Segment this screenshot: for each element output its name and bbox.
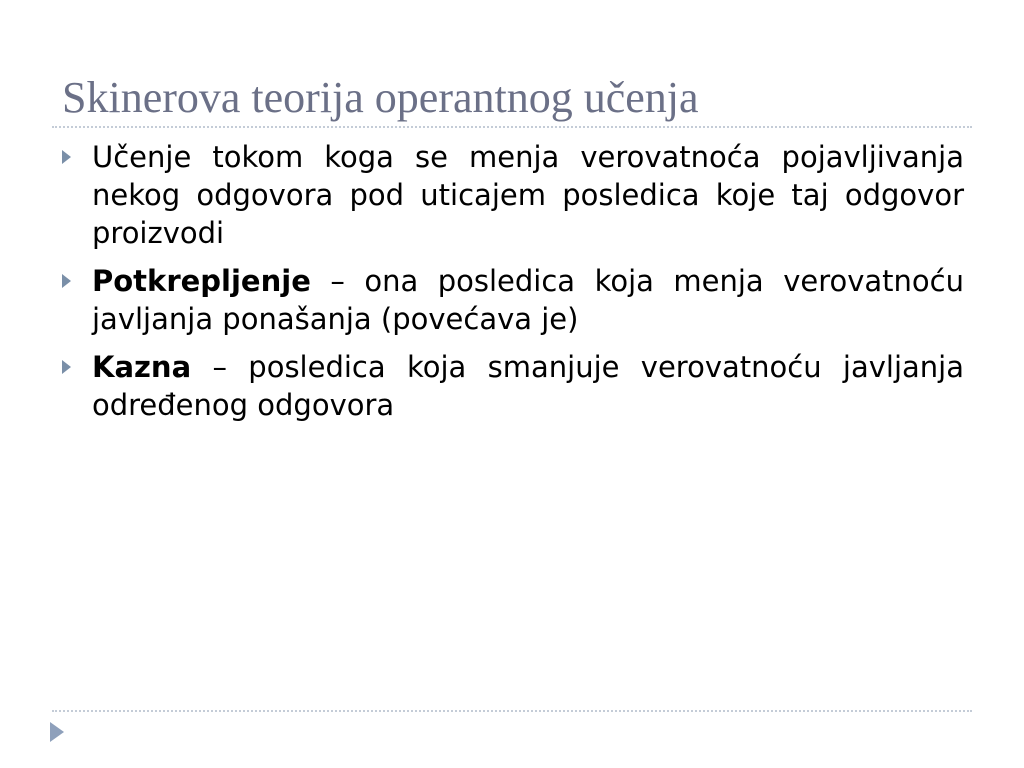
bullet-list <box>62 138 964 434</box>
bullet-term: Kazna <box>92 350 192 384</box>
bullet-item <box>62 138 964 252</box>
bullet-text: Učenje tokom koga se menja verovatnoća pojavljivanja nekog odgovora pod uticajem posledica koje taj odgovor proizvodi <box>92 140 964 250</box>
triangle-right-icon <box>62 274 71 288</box>
bullet-item <box>62 262 964 338</box>
triangle-right-icon <box>62 150 71 164</box>
slide-title: Skinerova teorija operantnog učenja <box>62 73 699 122</box>
bullet-text: – ona posledica koja menja verovatnoću javljanja ponašanja (povećava je) <box>92 264 964 336</box>
bullet-term: Potkrepljenje <box>92 264 311 298</box>
triangle-right-icon <box>62 360 71 374</box>
footer-divider <box>52 710 972 712</box>
title-divider <box>52 126 972 128</box>
bullet-text: – posledica koja smanjuje verovatnoću javljanja određenog odgovora <box>92 350 964 422</box>
next-slide-arrow-icon[interactable] <box>50 722 64 742</box>
bullet-item <box>62 348 964 424</box>
